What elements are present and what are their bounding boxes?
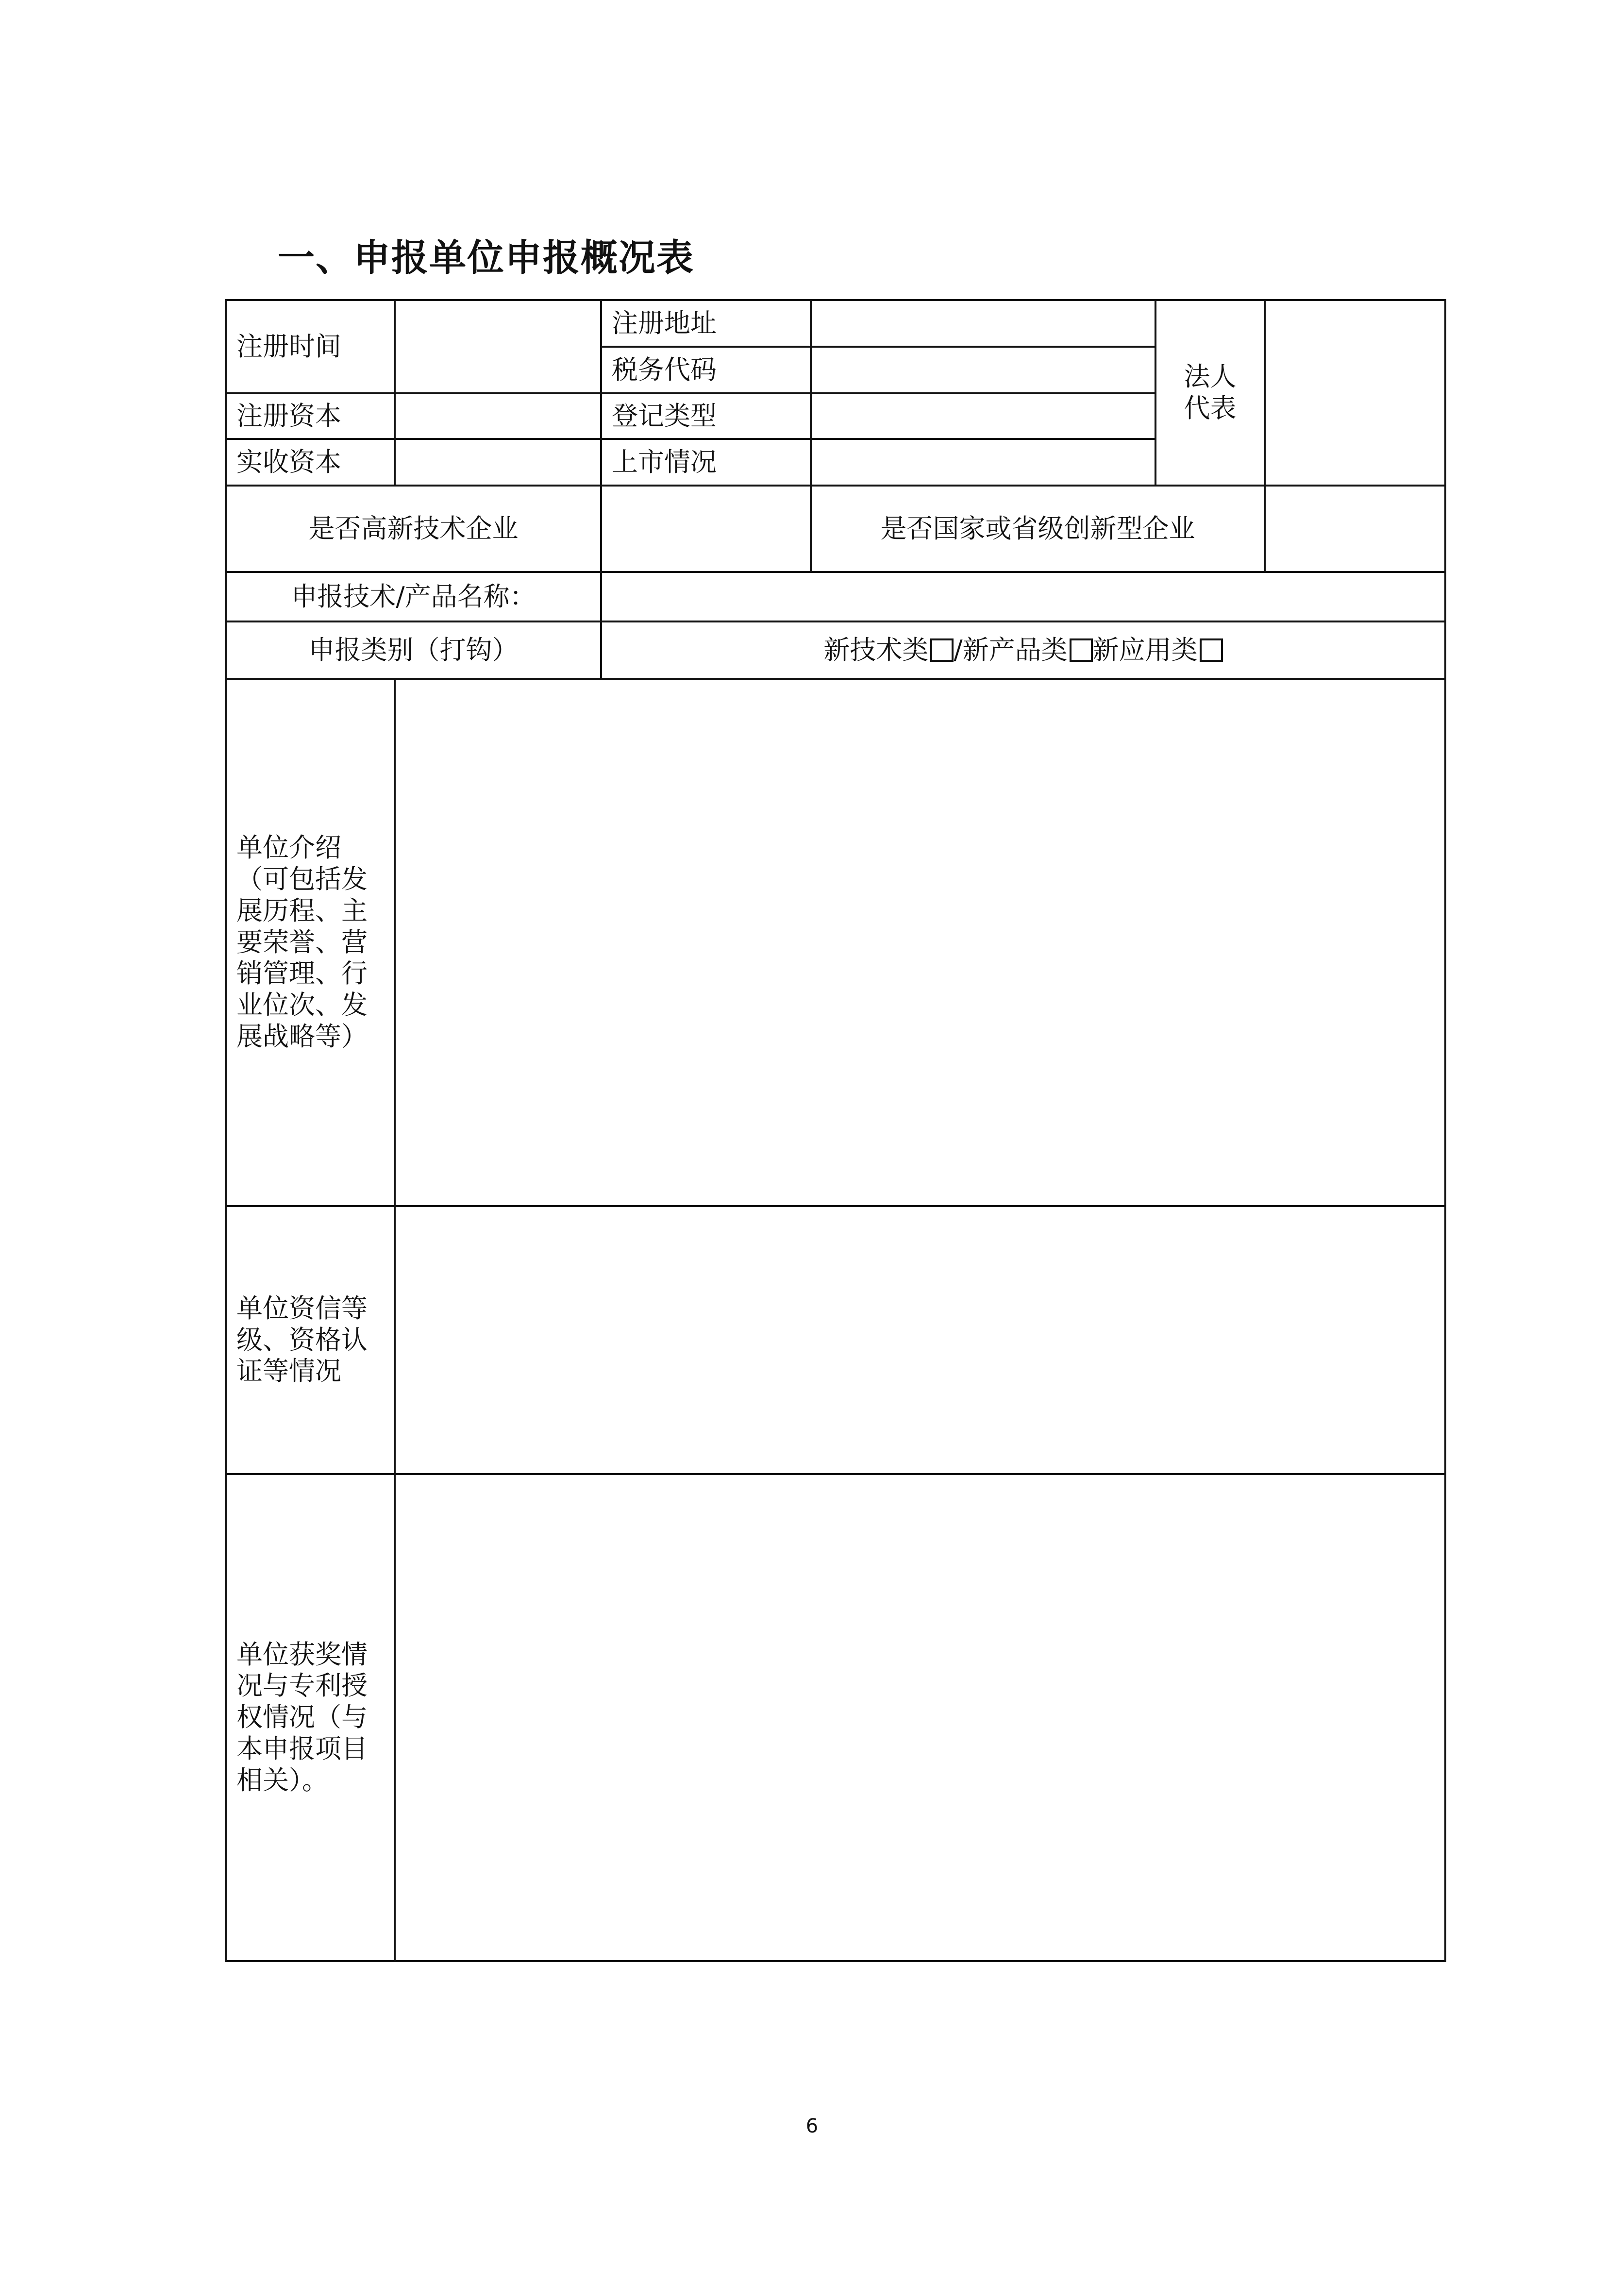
registration-type-field[interactable] [811, 393, 1155, 439]
page-title: 一、申报单位申报概况表 [278, 236, 694, 279]
label-line: 相关）。 [236, 1764, 328, 1796]
label-line: （可包括发 [236, 864, 368, 894]
new-application-option-label: 新应用类 [1092, 634, 1198, 665]
paid-in-capital-field[interactable] [395, 439, 601, 486]
registration-time-label: 注册时间 [226, 300, 395, 393]
registered-address-label: 注册地址 [601, 300, 811, 347]
category-label: 申报类别（打钩） [226, 621, 601, 679]
high-tech-field[interactable] [601, 486, 811, 572]
legal-rep-label-line: 代表 [1184, 393, 1237, 423]
legal-rep-label [1155, 300, 1265, 486]
innovative-enterprise-field[interactable] [1265, 486, 1445, 572]
label-line: 要荣誉、营 [236, 926, 368, 957]
new-product-checkbox[interactable] [1070, 638, 1093, 662]
awards-patents-label [226, 1474, 395, 1961]
tax-code-label: 税务代码 [601, 347, 811, 393]
page-number: 6 [805, 2115, 819, 2137]
listing-status-field[interactable] [811, 439, 1155, 486]
category-options [601, 621, 1445, 679]
label-line: 展历程、主 [236, 895, 368, 926]
label-line: 单位资信等 [236, 1293, 368, 1324]
new-application-checkbox[interactable] [1200, 638, 1223, 662]
credit-rating-label [226, 1206, 395, 1474]
awards-patents-field[interactable] [395, 1474, 1445, 1961]
application-summary-table [225, 299, 1446, 1962]
paid-in-capital-label: 实收资本 [226, 439, 395, 486]
new-tech-option-label: 新技术类 [823, 634, 929, 665]
registered-capital-label: 注册资本 [226, 393, 395, 439]
label-line: 况与专利授 [236, 1670, 368, 1701]
new-product-option-label: 新产品类 [962, 634, 1068, 665]
label-line: 级、资格认 [236, 1324, 368, 1355]
product-name-field[interactable] [601, 572, 1445, 621]
legal-rep-field[interactable] [1265, 300, 1445, 486]
label-line: 证等情况 [236, 1356, 341, 1387]
label-line: 单位获奖情 [236, 1639, 368, 1670]
high-tech-label: 是否高新技术企业 [226, 486, 601, 572]
label-line: 单位介绍 [236, 832, 341, 863]
label-line: 权情况（与 [236, 1702, 368, 1733]
company-intro-field[interactable] [395, 679, 1445, 1206]
label-line: 本申报项目 [236, 1733, 368, 1764]
innovative-enterprise-label: 是否国家或省级创新型企业 [811, 486, 1265, 572]
category-separator: / [954, 634, 963, 665]
credit-rating-field[interactable] [395, 1206, 1445, 1474]
label-line: 业位次、发 [236, 990, 368, 1021]
registration-type-label: 登记类型 [601, 393, 811, 439]
product-name-label: 申报技术/产品名称： [226, 572, 601, 621]
company-intro-label [226, 679, 395, 1206]
new-tech-checkbox[interactable] [930, 638, 954, 662]
tax-code-field[interactable] [811, 347, 1155, 393]
registration-time-field[interactable] [395, 300, 601, 393]
registered-address-field[interactable] [811, 300, 1155, 347]
legal-rep-label-line: 法人 [1184, 361, 1237, 392]
listing-status-label: 上市情况 [601, 439, 811, 486]
label-line: 展战略等） [236, 1021, 368, 1052]
label-line: 销管理、行 [236, 958, 368, 989]
registered-capital-field[interactable] [395, 393, 601, 439]
